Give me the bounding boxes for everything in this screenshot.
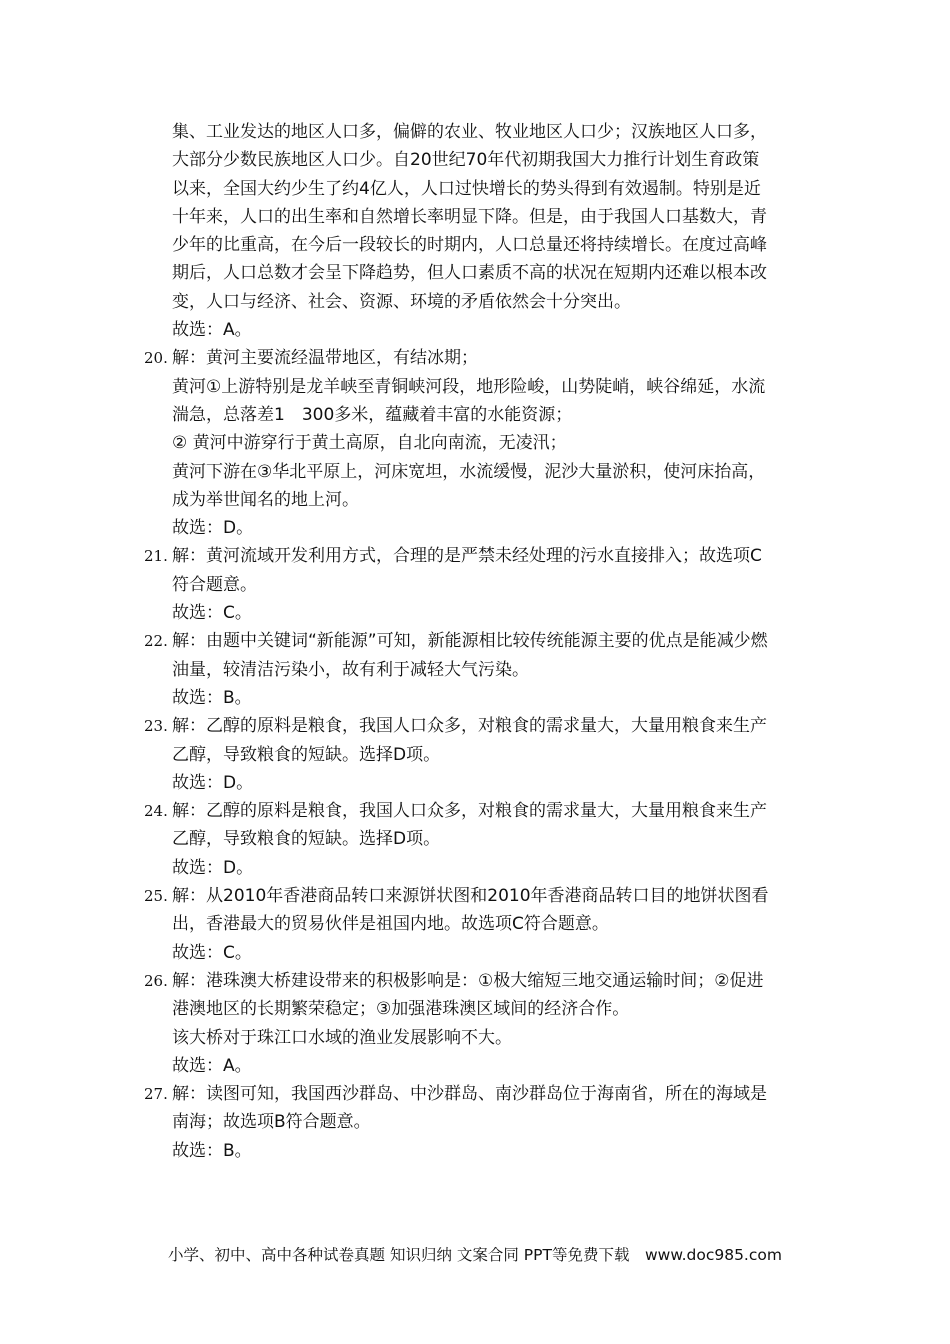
answer-item-24 — [144, 797, 814, 882]
item-number: 23. — [144, 717, 168, 736]
intro-paragraph — [144, 118, 814, 344]
text-line: 南海；故选项B符合题意。 — [172, 1112, 371, 1133]
text-line: 少年的比重高，在今后一段较长的时期内，人口总量还将持续增长。在度过高峰 — [172, 235, 767, 256]
text-line: 解：黄河主要流经温带地区，有结冰期； — [172, 348, 478, 369]
answer-item-25 — [144, 882, 814, 967]
answer-body — [144, 118, 814, 1165]
answer-item-23 — [144, 712, 814, 797]
text-line: 解：由题中关键词“新能源”可知，新能源相比较传统能源主要的优点是能减少燃 — [172, 631, 768, 652]
text-line: 解：从2010年香港商品转口来源饼状图和2010年香港商品转口目的地饼状图看 — [172, 886, 769, 907]
answer-line: 故选：A。 — [172, 320, 252, 341]
answer-line: 故选：B。 — [172, 687, 252, 708]
answer-item-21 — [144, 542, 814, 627]
text-line: 黄河下游在③华北平原上，河床宽坦，水流缓慢，泥沙大量淤积，使河床抬高， — [172, 461, 766, 482]
text-line: 十年来，人口的出生率和自然增长率明显下降。但是，由于我国人口基数大，青 — [172, 206, 767, 227]
answer-line: 故选：C。 — [172, 603, 252, 624]
answer-item-27 — [144, 1080, 814, 1165]
text-line: 湍急，总落差1 300多米，蕴藏着丰富的水能资源； — [172, 404, 573, 425]
item-number: 27. — [144, 1085, 168, 1104]
text-line: 以来，全国大约少生了约4亿人，人口过快增长的势头得到有效遏制。特别是近 — [172, 178, 761, 199]
answer-line: 故选：D。 — [172, 857, 254, 878]
item-number: 26. — [144, 971, 168, 990]
item-number: 24. — [144, 802, 168, 821]
answer-line: 故选：D。 — [172, 772, 254, 793]
item-number: 25. — [144, 887, 168, 906]
answer-item-26 — [144, 967, 814, 1080]
text-line: 符合题意。 — [172, 574, 257, 595]
text-line: 出，香港最大的贸易伙伴是祖国内地。故选项C符合题意。 — [172, 914, 609, 935]
text-line: 乙醇，导致粮食的短缺。选择D项。 — [172, 744, 441, 765]
page-footer: 小学、初中、高中各种试卷真题 知识归纳 文案合同 PPT等免费下载 www.doc985.com — [168, 1246, 782, 1264]
item-number: 20. — [144, 349, 168, 368]
text-line: 黄河①上游特别是龙羊峡至青铜峡河段，地形险峻，山势陡峭，峡谷绵延，水流 — [172, 376, 766, 397]
text-line: 大部分少数民族地区人口少。自20世纪70年代初期我国大力推行计划生育政策 — [172, 150, 760, 171]
text-line: 解：乙醇的原料是粮食，我国人口众多，对粮食的需求量大，大量用粮食来生产 — [172, 801, 767, 822]
answer-item-20 — [144, 344, 814, 542]
text-line: 解：读图可知，我国西沙群岛、中沙群岛、南沙群岛位于海南省，所在的海域是 — [172, 1084, 767, 1105]
item-number: 22. — [144, 632, 168, 651]
item-number: 21. — [144, 547, 168, 566]
text-line: 变，人口与经济、社会、资源、环境的矛盾依然会十分突出。 — [172, 291, 631, 312]
text-line: 解：港珠澳大桥建设带来的积极影响是：①极大缩短三地交通运输时间；②促进 — [172, 970, 764, 991]
text-line: 港澳地区的长期繁荣稳定；③加强港珠澳区域间的经济合作。 — [172, 999, 630, 1020]
answer-item-22 — [144, 627, 814, 712]
answer-line: 故选：A。 — [172, 1055, 252, 1076]
answer-line: 故选：B。 — [172, 1140, 252, 1161]
answer-line: 故选：C。 — [172, 942, 252, 963]
text-line: 油量，较清洁污染小，故有利于减轻大气污染。 — [172, 659, 529, 680]
text-line: ② 黄河中游穿行于黄土高原，自北向南流，无凌汛； — [172, 433, 567, 454]
text-line: 解：乙醇的原料是粮食，我国人口众多，对粮食的需求量大，大量用粮食来生产 — [172, 716, 767, 737]
text-line: 乙醇，导致粮食的短缺。选择D项。 — [172, 829, 441, 850]
text-line: 成为举世闻名的地上河。 — [172, 489, 359, 510]
text-line: 该大桥对于珠江口水域的渔业发展影响不大。 — [172, 1027, 512, 1048]
text-line: 解：黄河流域开发利用方式，合理的是严禁未经处理的污水直接排入；故选项C — [172, 546, 762, 567]
text-line: 集、工业发达的地区人口多，偏僻的农业、牧业地区人口少；汉族地区人口多， — [172, 122, 767, 142]
answer-line: 故选：D。 — [172, 518, 254, 539]
text-line: 期后，人口总数才会呈下降趋势，但人口素质不高的状况在短期内还难以根本改 — [172, 263, 767, 284]
